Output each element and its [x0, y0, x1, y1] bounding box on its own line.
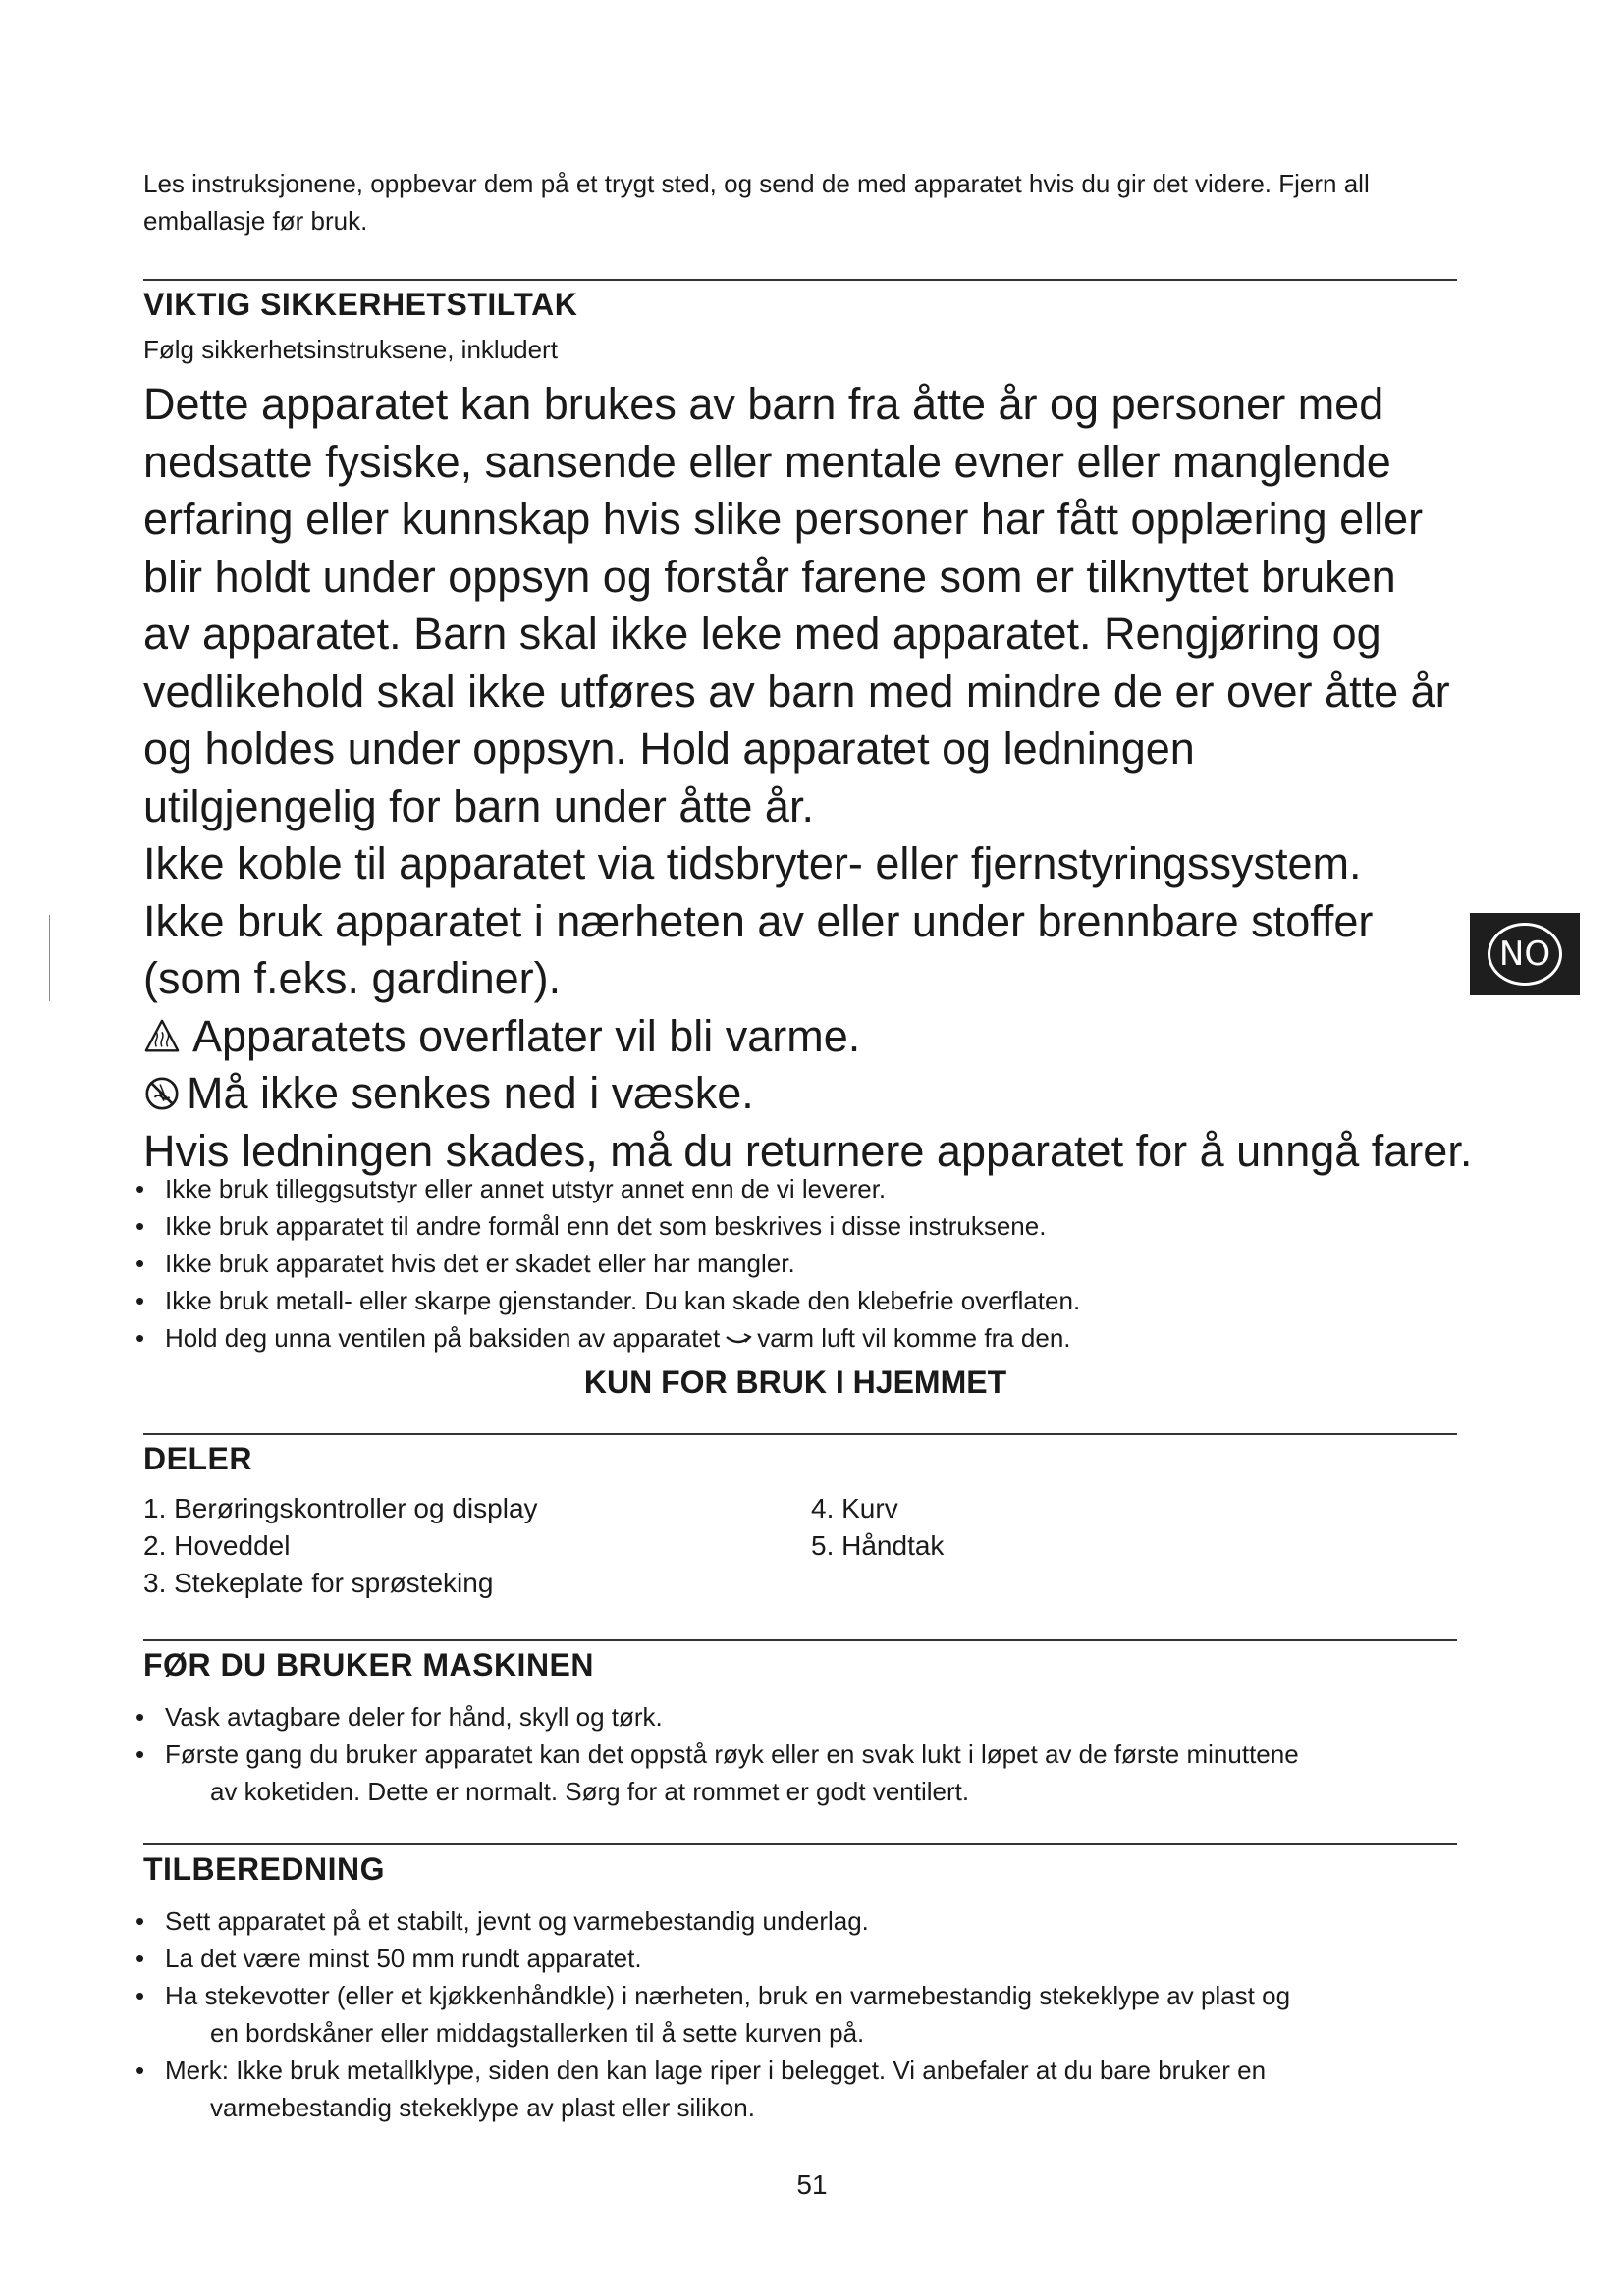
warning-line: Ikke koble til apparatet via tidsbryter- eller fjernstyringssystem. [143, 838, 1362, 888]
divider [143, 1843, 1457, 1845]
warning-line: utilgjengelig for barn under åtte år. [143, 780, 814, 831]
language-badge [1470, 913, 1580, 995]
warning-line: Ikke bruk apparatet i nærheten av eller under brennbare stoffer [143, 895, 1374, 946]
hot-surface-line [143, 1008, 1538, 1066]
page-number: 51 [796, 2169, 828, 2200]
list-item: • Hold deg unna ventilen på baksiden av apparatet varm luft vil komme fra den. [135, 1323, 1071, 1353]
warning-line: (som f.eks. gardiner). [143, 953, 562, 1003]
warning-line: av apparatet. Barn skal ikke leke med apparatet. Rengjøring og [143, 609, 1381, 659]
no-immerse-text: Må ikke senkes ned i væske. [187, 1068, 754, 1118]
list-item: 2. Hoveddel [143, 1530, 291, 1561]
list-item: • Ikke bruk metall- eller skarpe gjenstander. Du kan skade den klebefrie overflaten. [135, 1286, 1081, 1315]
list-item: • Ha stekevotter (eller et kjøkkenhåndkle) i nærheten, bruk en varmebestandig stekeklype av plast og en bordskåner eller middagstallerken til å sette kurven på. [135, 1981, 1291, 2048]
list-item: 5. Håndtak [811, 1530, 945, 1561]
hot-surface-text: Apparatets overflater vil bli varme. [192, 1010, 861, 1061]
warning-line: blir holdt under oppsyn og forstår farene som er tilknyttet bruken [143, 551, 1396, 602]
list-item: • Vask avtagbare deler for hånd, skyll og tørk. [135, 1702, 663, 1732]
warning-line: og holdes under oppsyn. Hold apparatet og ledningen [143, 723, 1195, 774]
safety-heading: VIKTIG SIKKERHETSTILTAK [143, 287, 578, 322]
intro-text: Les instruksjonene, oppbevar dem på et trygt sted, og send de med apparatet hvis du gir det videre. Fjern all emballasje før bruk. [143, 169, 1370, 236]
preparation-list [135, 1902, 1290, 2126]
home-use-heading: KUN FOR BRUK I HJEMMET [583, 1364, 1007, 1400]
list-item: 1. Berøringskontroller og display [143, 1493, 538, 1523]
before-use-heading: FØR DU BRUKER MASKINEN [143, 1647, 594, 1682]
warning-line: Dette apparatet kan brukes av barn fra åtte år og personer med [143, 379, 1384, 429]
parts-heading: DELER [143, 1441, 252, 1476]
vent-arrow-icon [724, 1329, 753, 1349]
list-item: 4. Kurv [811, 1493, 898, 1523]
parts-list-right [811, 1490, 944, 1565]
list-item: • Første gang du bruker apparatet kan det oppstå røyk eller en svak lukt i løpet av de første minuttene av koketiden. Dette er normalt. Sørg for at rommet er godt ventilert. [135, 1739, 1299, 1806]
list-item: • Ikke bruk tilleggsutstyr eller annet utstyr annet enn de vi leverer. [135, 1174, 887, 1203]
damaged-cord-line: Hvis ledningen skades, må du returnere apparatet for å unngå farer. [143, 1125, 1473, 1176]
divider [143, 1639, 1457, 1641]
safety-warning-block [143, 376, 1538, 1180]
warning-line: erfaring eller kunnskap hvis slike personer har fått opplæring eller [143, 494, 1424, 544]
warning-line: vedlikehold skal ikke utføres av barn med mindre de er over åtte år [143, 666, 1450, 717]
list-item: • Ikke bruk apparatet hvis det er skadet eller har mangler. [135, 1249, 795, 1278]
no-immerse-icon [143, 1075, 181, 1112]
list-item: • Sett apparatet på et stabilt, jevnt og varmebestandig underlag. [135, 1906, 869, 1936]
margin-line [49, 915, 50, 1001]
language-badge-label: NO [1488, 923, 1562, 986]
divider [143, 279, 1457, 281]
safety-bullet-list [135, 1170, 1080, 1357]
list-item: • La det være minst 50 mm rundt apparatet. [135, 1944, 642, 1973]
safety-subheading: Følg sikkerhetsinstruksene, inkludert [143, 335, 558, 364]
divider [143, 1433, 1457, 1435]
list-item: • Ikke bruk apparatet til andre formål enn det som beskrives i disse instruksene. [135, 1211, 1047, 1241]
warning-line: nedsatte fysiske, sansende eller mentale evner eller manglende [143, 436, 1391, 487]
no-immerse-line [143, 1065, 1538, 1123]
preparation-heading: TILBEREDNING [143, 1851, 385, 1887]
hot-surface-icon [143, 1018, 181, 1055]
list-item: • Merk: Ikke bruk metallklype, siden den kan lage riper i belegget. Vi anbefaler at du bare bruker en varmebestandig stekeklype av plast eller silikon. [135, 2056, 1267, 2122]
list-item: 3. Stekeplate for sprøsteking [143, 1568, 494, 1598]
parts-list-left [143, 1490, 538, 1602]
before-use-list [135, 1698, 1299, 1810]
